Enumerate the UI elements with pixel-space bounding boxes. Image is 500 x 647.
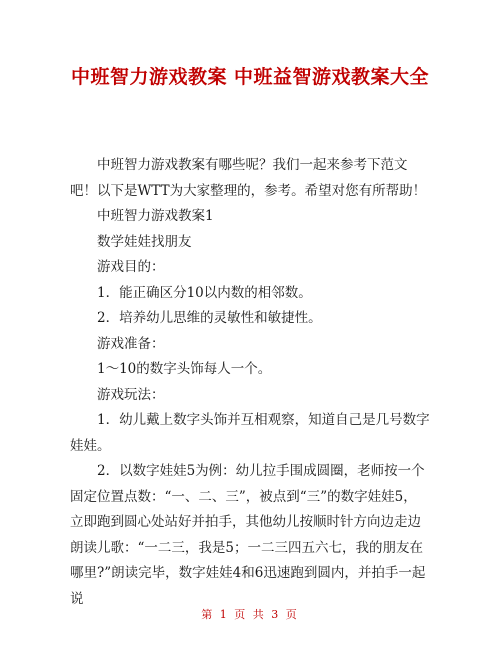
document-body: [70, 153, 430, 612]
paragraph-goal-1: 1．能正确区分10以内数的相邻数。: [97, 284, 312, 301]
paragraph-goal-2: 2．培养幼儿思维的灵敏性和敏捷性。: [97, 310, 322, 326]
paragraph-prep-heading: 游戏准备：: [97, 335, 165, 352]
paragraph-play-2: 2．以数字娃娃5为例：幼儿拉手围成圆圈，老师按一个固定位置点数：“一、二、三”，被点到“三”的数字娃娃5，立即跑到圆心处站好并拍手，其他幼儿按顺时针方向边走边朗读儿歌：“一二三，我是5；一二三四五六七，我的朋友在哪里?”朗读完毕，数字娃娃4和6迅速跑到圆内，并拍手一起说: [70, 463, 426, 607]
paragraph-game-name: 数学娃娃找朋友: [97, 233, 192, 250]
paragraph-goal-heading: 游戏目的：: [97, 259, 165, 275]
paragraph-play-1: 1．幼儿戴上数字头饰并互相观察，知道自己是几号数字娃娃。: [70, 412, 430, 454]
document-title: 中班智力游戏教案 中班益智游戏教案大全: [70, 66, 430, 88]
paragraph-prep-1: 1～10的数字头饰每人一个。: [97, 361, 272, 377]
paragraph-play-heading: 游戏玩法：: [97, 386, 165, 403]
page-footer: 第 1 页 共 3 页: [201, 608, 299, 621]
paragraph-intro: 中班智力游戏教案有哪些呢？我们一起来参考下范文吧！以下是WTT为大家整理的，参考。希望对您有所帮助！: [70, 157, 427, 199]
paragraph-heading-1: 中班智力游戏教案1: [97, 208, 214, 224]
